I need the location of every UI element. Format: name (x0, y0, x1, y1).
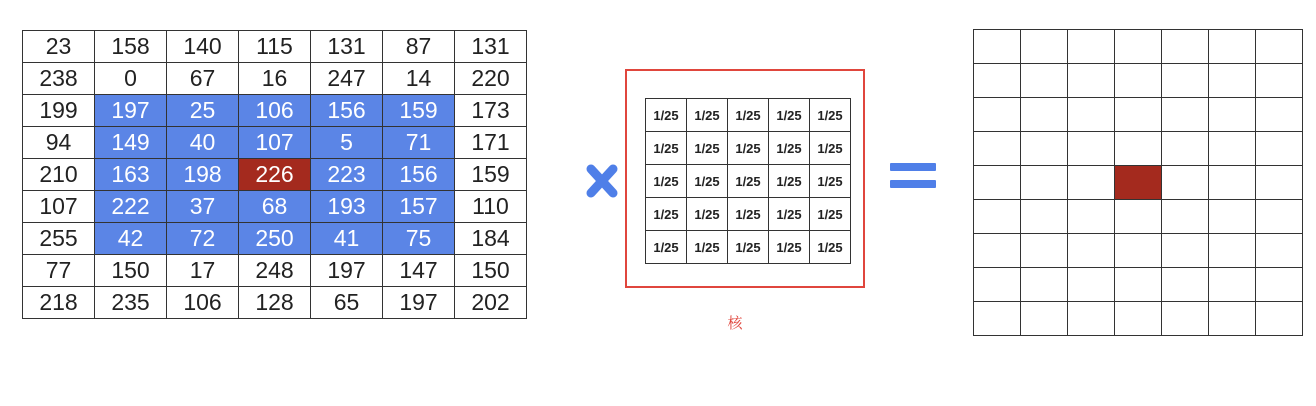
kernel-cell: 1/25 (687, 99, 728, 132)
output-row (974, 302, 1303, 336)
output-row (974, 268, 1303, 302)
kernel-cell: 1/25 (646, 99, 687, 132)
input-row (23, 63, 527, 95)
input-cell: 71 (383, 127, 455, 159)
input-cell: 199 (23, 95, 95, 127)
output-cell (1209, 30, 1256, 64)
input-cell: 40 (167, 127, 239, 159)
kernel-matrix (645, 98, 851, 264)
input-cell: 184 (455, 223, 527, 255)
input-cell: 250 (239, 223, 311, 255)
input-row (23, 31, 527, 63)
input-cell: 202 (455, 287, 527, 319)
output-cell (1021, 166, 1068, 200)
output-cell (1256, 200, 1303, 234)
input-cell: 16 (239, 63, 311, 95)
kernel-cell: 1/25 (810, 99, 851, 132)
kernel-cell: 1/25 (687, 198, 728, 231)
output-row (974, 234, 1303, 268)
output-cell (974, 166, 1021, 200)
output-cell (1209, 234, 1256, 268)
input-row (23, 95, 527, 127)
input-cell: 65 (311, 287, 383, 319)
output-cell (1068, 200, 1115, 234)
input-cell: 159 (383, 95, 455, 127)
kernel-cell: 1/25 (769, 99, 810, 132)
input-cell: 72 (167, 223, 239, 255)
kernel-row (646, 198, 851, 231)
input-cell: 220 (455, 63, 527, 95)
input-cell: 37 (167, 191, 239, 223)
output-cell (1068, 268, 1115, 302)
output-cell (1021, 98, 1068, 132)
output-cell (974, 64, 1021, 98)
output-cell (1256, 234, 1303, 268)
input-cell: 107 (239, 127, 311, 159)
input-cell: 110 (455, 191, 527, 223)
input-cell: 157 (383, 191, 455, 223)
input-cell: 14 (383, 63, 455, 95)
output-cell (974, 268, 1021, 302)
input-cell: 25 (167, 95, 239, 127)
input-row (23, 127, 527, 159)
input-cell: 94 (23, 127, 95, 159)
output-cell (1021, 132, 1068, 166)
kernel-cell: 1/25 (810, 231, 851, 264)
kernel-cell: 1/25 (728, 198, 769, 231)
input-row (23, 191, 527, 223)
output-matrix (973, 29, 1303, 336)
kernel-cell: 1/25 (810, 132, 851, 165)
kernel-cell: 1/25 (687, 132, 728, 165)
input-cell: 226 (239, 159, 311, 191)
output-cell (1162, 268, 1209, 302)
input-cell: 131 (311, 31, 383, 63)
output-cell (974, 132, 1021, 166)
output-cell (1115, 98, 1162, 132)
output-cell (1021, 30, 1068, 64)
output-cell (1021, 234, 1068, 268)
output-cell (974, 98, 1021, 132)
input-cell: 171 (455, 127, 527, 159)
output-cell (1162, 98, 1209, 132)
output-cell (1068, 132, 1115, 166)
input-cell: 218 (23, 287, 95, 319)
output-cell (974, 234, 1021, 268)
kernel-cell: 1/25 (810, 198, 851, 231)
input-cell: 131 (455, 31, 527, 63)
output-cell (1068, 166, 1115, 200)
input-cell: 150 (455, 255, 527, 287)
input-cell: 235 (95, 287, 167, 319)
input-cell: 115 (239, 31, 311, 63)
output-cell (1209, 302, 1256, 336)
kernel-cell: 1/25 (728, 165, 769, 198)
output-cell (1021, 64, 1068, 98)
output-cell (1209, 132, 1256, 166)
input-row (23, 287, 527, 319)
input-cell: 248 (239, 255, 311, 287)
output-cell (974, 302, 1021, 336)
kernel-cell: 1/25 (687, 165, 728, 198)
output-row (974, 30, 1303, 64)
input-cell: 210 (23, 159, 95, 191)
kernel-cell: 1/25 (646, 165, 687, 198)
input-cell: 255 (23, 223, 95, 255)
input-cell: 193 (311, 191, 383, 223)
output-cell (1115, 302, 1162, 336)
input-cell: 5 (311, 127, 383, 159)
output-cell (1162, 166, 1209, 200)
kernel-cell: 1/25 (646, 231, 687, 264)
output-cell (974, 200, 1021, 234)
input-cell: 156 (311, 95, 383, 127)
kernel-cell: 1/25 (769, 231, 810, 264)
kernel-cell: 1/25 (728, 231, 769, 264)
input-row (23, 255, 527, 287)
output-row (974, 132, 1303, 166)
kernel-cell: 1/25 (728, 99, 769, 132)
output-cell (1209, 268, 1256, 302)
input-matrix (22, 30, 527, 319)
output-cell (1162, 234, 1209, 268)
output-cell (1256, 132, 1303, 166)
output-row (974, 166, 1303, 200)
output-cell (1162, 132, 1209, 166)
input-cell: 147 (383, 255, 455, 287)
input-cell: 222 (95, 191, 167, 223)
output-cell (1115, 132, 1162, 166)
input-cell: 41 (311, 223, 383, 255)
output-row (974, 64, 1303, 98)
output-cell (974, 30, 1021, 64)
input-cell: 140 (167, 31, 239, 63)
output-cell (1209, 166, 1256, 200)
output-cell (1209, 200, 1256, 234)
input-cell: 107 (23, 191, 95, 223)
input-cell: 197 (311, 255, 383, 287)
input-cell: 158 (95, 31, 167, 63)
output-cell (1162, 302, 1209, 336)
input-cell: 68 (239, 191, 311, 223)
kernel-cell: 1/25 (769, 198, 810, 231)
kernel-cell: 1/25 (810, 165, 851, 198)
input-cell: 156 (383, 159, 455, 191)
input-cell: 42 (95, 223, 167, 255)
kernel-cell: 1/25 (646, 198, 687, 231)
output-cell (1068, 30, 1115, 64)
kernel-frame (625, 69, 865, 288)
input-cell: 247 (311, 63, 383, 95)
input-cell: 149 (95, 127, 167, 159)
output-cell (1256, 166, 1303, 200)
output-cell (1021, 268, 1068, 302)
output-cell (1256, 30, 1303, 64)
input-cell: 75 (383, 223, 455, 255)
kernel-row (646, 99, 851, 132)
input-cell: 106 (167, 287, 239, 319)
kernel-row (646, 132, 851, 165)
kernel-cell: 1/25 (769, 165, 810, 198)
input-cell: 17 (167, 255, 239, 287)
output-cell (1068, 64, 1115, 98)
kernel-cell: 1/25 (769, 132, 810, 165)
input-cell: 159 (455, 159, 527, 191)
input-row (23, 223, 527, 255)
input-cell: 106 (239, 95, 311, 127)
input-row (23, 159, 527, 191)
output-cell (1068, 234, 1115, 268)
input-cell: 150 (95, 255, 167, 287)
input-cell: 197 (95, 95, 167, 127)
input-cell: 67 (167, 63, 239, 95)
output-cell (1068, 98, 1115, 132)
output-cell (1021, 200, 1068, 234)
input-cell: 238 (23, 63, 95, 95)
output-cell (1115, 268, 1162, 302)
output-cell (1162, 200, 1209, 234)
output-cell (1162, 64, 1209, 98)
input-cell: 128 (239, 287, 311, 319)
output-cell (1162, 30, 1209, 64)
times-icon (582, 160, 622, 202)
input-cell: 0 (95, 63, 167, 95)
output-cell (1068, 302, 1115, 336)
output-cell (1256, 98, 1303, 132)
input-cell: 23 (23, 31, 95, 63)
equals-icon (890, 163, 936, 189)
output-row (974, 200, 1303, 234)
input-cell: 198 (167, 159, 239, 191)
output-row (974, 98, 1303, 132)
output-cell (1115, 30, 1162, 64)
input-cell: 163 (95, 159, 167, 191)
kernel-caption: 核 (727, 315, 743, 332)
output-cell (1209, 98, 1256, 132)
output-cell (1115, 64, 1162, 98)
output-cell (1021, 302, 1068, 336)
output-cell (1256, 302, 1303, 336)
input-cell: 77 (23, 255, 95, 287)
output-cell-result (1115, 166, 1162, 200)
input-cell: 173 (455, 95, 527, 127)
kernel-cell: 1/25 (646, 132, 687, 165)
input-cell: 87 (383, 31, 455, 63)
kernel-row (646, 231, 851, 264)
output-cell (1115, 200, 1162, 234)
kernel-cell: 1/25 (728, 132, 769, 165)
output-cell (1209, 64, 1256, 98)
input-cell: 223 (311, 159, 383, 191)
output-cell (1256, 64, 1303, 98)
output-cell (1256, 268, 1303, 302)
kernel-row (646, 165, 851, 198)
kernel-cell: 1/25 (687, 231, 728, 264)
output-cell (1115, 234, 1162, 268)
input-cell: 197 (383, 287, 455, 319)
